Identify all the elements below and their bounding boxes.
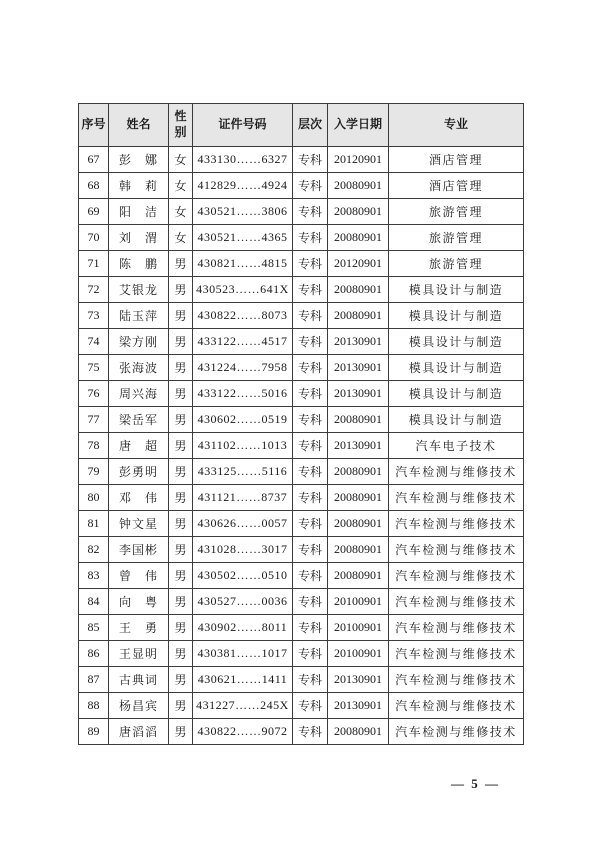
cell-gender: 男 bbox=[169, 641, 193, 667]
cell-level: 专科 bbox=[293, 459, 328, 485]
cell-level: 专科 bbox=[293, 641, 328, 667]
table-row bbox=[79, 537, 524, 563]
cell-major: 模具设计与制造 bbox=[389, 303, 524, 329]
cell-no: 71 bbox=[79, 251, 109, 277]
cell-date: 20080901 bbox=[328, 719, 389, 745]
cell-major: 模具设计与制造 bbox=[389, 407, 524, 433]
table-header bbox=[79, 104, 524, 147]
cell-id: 431224……7958 bbox=[193, 355, 293, 381]
cell-level: 专科 bbox=[293, 563, 328, 589]
cell-level: 专科 bbox=[293, 407, 328, 433]
cell-no: 88 bbox=[79, 693, 109, 719]
cell-date: 20080901 bbox=[328, 537, 389, 563]
cell-name: 李国彬 bbox=[109, 537, 169, 563]
cell-no: 86 bbox=[79, 641, 109, 667]
cell-major: 汽车检测与维修技术 bbox=[389, 693, 524, 719]
cell-name: 向 粤 bbox=[109, 589, 169, 615]
cell-name: 邓 伟 bbox=[109, 485, 169, 511]
cell-name: 陈 鹏 bbox=[109, 251, 169, 277]
cell-date: 20100901 bbox=[328, 589, 389, 615]
cell-no: 70 bbox=[79, 225, 109, 251]
cell-major: 酒店管理 bbox=[389, 147, 524, 173]
cell-level: 专科 bbox=[293, 719, 328, 745]
cell-level: 专科 bbox=[293, 537, 328, 563]
cell-no: 82 bbox=[79, 537, 109, 563]
cell-id: 433130……6327 bbox=[193, 147, 293, 173]
cell-name: 王 勇 bbox=[109, 615, 169, 641]
cell-no: 84 bbox=[79, 589, 109, 615]
cell-no: 73 bbox=[79, 303, 109, 329]
cell-level: 专科 bbox=[293, 667, 328, 693]
header-cell-date: 入学日期 bbox=[328, 104, 389, 147]
cell-id: 430521……3806 bbox=[193, 199, 293, 225]
cell-gender: 男 bbox=[169, 511, 193, 537]
cell-name: 曾 伟 bbox=[109, 563, 169, 589]
cell-date: 20130901 bbox=[328, 667, 389, 693]
cell-gender: 男 bbox=[169, 251, 193, 277]
cell-date: 20080901 bbox=[328, 277, 389, 303]
cell-name: 梁方刚 bbox=[109, 329, 169, 355]
cell-no: 78 bbox=[79, 433, 109, 459]
cell-level: 专科 bbox=[293, 693, 328, 719]
cell-date: 20130901 bbox=[328, 433, 389, 459]
table-row bbox=[79, 485, 524, 511]
cell-no: 89 bbox=[79, 719, 109, 745]
table-row bbox=[79, 511, 524, 537]
cell-date: 20080901 bbox=[328, 303, 389, 329]
cell-major: 汽车电子技术 bbox=[389, 433, 524, 459]
cell-no: 85 bbox=[79, 615, 109, 641]
table-row bbox=[79, 225, 524, 251]
cell-id: 431102……1013 bbox=[193, 433, 293, 459]
cell-name: 韩 莉 bbox=[109, 173, 169, 199]
cell-major: 模具设计与制造 bbox=[389, 329, 524, 355]
cell-id: 430621……1411 bbox=[193, 667, 293, 693]
cell-major: 汽车检测与维修技术 bbox=[389, 641, 524, 667]
cell-name: 古典词 bbox=[109, 667, 169, 693]
cell-id: 430626……0057 bbox=[193, 511, 293, 537]
cell-gender: 男 bbox=[169, 563, 193, 589]
cell-major: 模具设计与制造 bbox=[389, 355, 524, 381]
cell-gender: 男 bbox=[169, 355, 193, 381]
cell-id: 433125……5116 bbox=[193, 459, 293, 485]
cell-date: 20130901 bbox=[328, 355, 389, 381]
cell-level: 专科 bbox=[293, 329, 328, 355]
cell-date: 20080901 bbox=[328, 485, 389, 511]
header-cell-level: 层次 bbox=[293, 104, 328, 147]
cell-gender: 男 bbox=[169, 433, 193, 459]
cell-no: 76 bbox=[79, 381, 109, 407]
table-row bbox=[79, 355, 524, 381]
cell-date: 20080901 bbox=[328, 407, 389, 433]
cell-name: 张海波 bbox=[109, 355, 169, 381]
cell-gender: 女 bbox=[169, 173, 193, 199]
table-row bbox=[79, 407, 524, 433]
table-row bbox=[79, 303, 524, 329]
cell-no: 67 bbox=[79, 147, 109, 173]
cell-major: 汽车检测与维修技术 bbox=[389, 511, 524, 537]
cell-name: 陆玉萍 bbox=[109, 303, 169, 329]
cell-date: 20100901 bbox=[328, 615, 389, 641]
cell-no: 81 bbox=[79, 511, 109, 537]
cell-major: 汽车检测与维修技术 bbox=[389, 615, 524, 641]
table-row bbox=[79, 329, 524, 355]
table-row bbox=[79, 719, 524, 745]
cell-id: 430523……641X bbox=[193, 277, 293, 303]
cell-gender: 女 bbox=[169, 225, 193, 251]
cell-id: 431028……3017 bbox=[193, 537, 293, 563]
cell-major: 模具设计与制造 bbox=[389, 277, 524, 303]
table-row bbox=[79, 251, 524, 277]
cell-name: 艾银龙 bbox=[109, 277, 169, 303]
cell-date: 20130901 bbox=[328, 329, 389, 355]
cell-name: 阳 洁 bbox=[109, 199, 169, 225]
cell-gender: 男 bbox=[169, 303, 193, 329]
cell-name: 王显明 bbox=[109, 641, 169, 667]
cell-id: 433122……4517 bbox=[193, 329, 293, 355]
cell-id: 412829……4924 bbox=[193, 173, 293, 199]
cell-major: 旅游管理 bbox=[389, 225, 524, 251]
cell-level: 专科 bbox=[293, 251, 328, 277]
cell-major: 汽车检测与维修技术 bbox=[389, 459, 524, 485]
cell-no: 72 bbox=[79, 277, 109, 303]
cell-name: 唐 超 bbox=[109, 433, 169, 459]
cell-gender: 男 bbox=[169, 693, 193, 719]
cell-level: 专科 bbox=[293, 589, 328, 615]
table-row bbox=[79, 641, 524, 667]
cell-no: 77 bbox=[79, 407, 109, 433]
table-row bbox=[79, 433, 524, 459]
cell-major: 汽车检测与维修技术 bbox=[389, 589, 524, 615]
cell-major: 旅游管理 bbox=[389, 199, 524, 225]
table-row bbox=[79, 563, 524, 589]
cell-name: 钟文星 bbox=[109, 511, 169, 537]
cell-date: 20080901 bbox=[328, 459, 389, 485]
table-row bbox=[79, 667, 524, 693]
cell-level: 专科 bbox=[293, 355, 328, 381]
cell-id: 433122……5016 bbox=[193, 381, 293, 407]
cell-gender: 男 bbox=[169, 485, 193, 511]
cell-id: 430822……8073 bbox=[193, 303, 293, 329]
cell-id: 430821……4815 bbox=[193, 251, 293, 277]
table-row bbox=[79, 277, 524, 303]
cell-no: 69 bbox=[79, 199, 109, 225]
cell-date: 20080901 bbox=[328, 511, 389, 537]
cell-level: 专科 bbox=[293, 147, 328, 173]
cell-level: 专科 bbox=[293, 199, 328, 225]
table-row bbox=[79, 147, 524, 173]
header-cell-id: 证件号码 bbox=[193, 104, 293, 147]
cell-gender: 男 bbox=[169, 277, 193, 303]
cell-date: 20120901 bbox=[328, 147, 389, 173]
table-body bbox=[79, 147, 524, 745]
cell-gender: 男 bbox=[169, 381, 193, 407]
cell-date: 20100901 bbox=[328, 641, 389, 667]
cell-gender: 男 bbox=[169, 589, 193, 615]
table-row bbox=[79, 693, 524, 719]
cell-level: 专科 bbox=[293, 485, 328, 511]
cell-gender: 男 bbox=[169, 407, 193, 433]
cell-level: 专科 bbox=[293, 615, 328, 641]
cell-id: 430527……0036 bbox=[193, 589, 293, 615]
cell-gender: 女 bbox=[169, 199, 193, 225]
header-cell-major: 专业 bbox=[389, 104, 524, 147]
cell-gender: 男 bbox=[169, 719, 193, 745]
cell-gender: 男 bbox=[169, 667, 193, 693]
cell-no: 87 bbox=[79, 667, 109, 693]
cell-date: 20080901 bbox=[328, 199, 389, 225]
cell-major: 汽车检测与维修技术 bbox=[389, 563, 524, 589]
cell-major: 汽车检测与维修技术 bbox=[389, 537, 524, 563]
cell-name: 杨昌宾 bbox=[109, 693, 169, 719]
cell-id: 431121……8737 bbox=[193, 485, 293, 511]
cell-major: 汽车检测与维修技术 bbox=[389, 719, 524, 745]
header-cell-no: 序号 bbox=[79, 104, 109, 147]
cell-gender: 女 bbox=[169, 147, 193, 173]
table-row bbox=[79, 615, 524, 641]
table-row bbox=[79, 173, 524, 199]
table-row bbox=[79, 459, 524, 485]
cell-major: 酒店管理 bbox=[389, 173, 524, 199]
cell-date: 20080901 bbox=[328, 225, 389, 251]
cell-major: 汽车检测与维修技术 bbox=[389, 485, 524, 511]
cell-major: 模具设计与制造 bbox=[389, 381, 524, 407]
cell-id: 430902……8011 bbox=[193, 615, 293, 641]
page-number: — 5 — bbox=[451, 776, 500, 791]
cell-no: 68 bbox=[79, 173, 109, 199]
cell-name: 周兴海 bbox=[109, 381, 169, 407]
cell-id: 430502……0510 bbox=[193, 563, 293, 589]
cell-gender: 男 bbox=[169, 329, 193, 355]
cell-date: 20080901 bbox=[328, 173, 389, 199]
cell-date: 20130901 bbox=[328, 693, 389, 719]
cell-date: 20130901 bbox=[328, 381, 389, 407]
cell-level: 专科 bbox=[293, 225, 328, 251]
header-cell-gender: 性别 bbox=[169, 104, 193, 147]
cell-major: 汽车检测与维修技术 bbox=[389, 667, 524, 693]
cell-level: 专科 bbox=[293, 277, 328, 303]
table-row bbox=[79, 589, 524, 615]
table-row bbox=[79, 199, 524, 225]
cell-id: 430602……0519 bbox=[193, 407, 293, 433]
cell-gender: 男 bbox=[169, 615, 193, 641]
cell-date: 20080901 bbox=[328, 563, 389, 589]
cell-name: 唐滔滔 bbox=[109, 719, 169, 745]
cell-no: 80 bbox=[79, 485, 109, 511]
cell-level: 专科 bbox=[293, 433, 328, 459]
header-row bbox=[79, 104, 524, 147]
student-roster-table bbox=[78, 103, 524, 745]
cell-no: 75 bbox=[79, 355, 109, 381]
cell-id: 431227……245X bbox=[193, 693, 293, 719]
cell-id: 430381……1017 bbox=[193, 641, 293, 667]
cell-level: 专科 bbox=[293, 303, 328, 329]
cell-level: 专科 bbox=[293, 381, 328, 407]
cell-level: 专科 bbox=[293, 511, 328, 537]
table-row bbox=[79, 381, 524, 407]
cell-no: 74 bbox=[79, 329, 109, 355]
cell-name: 彭 娜 bbox=[109, 147, 169, 173]
cell-id: 430521……4365 bbox=[193, 225, 293, 251]
cell-name: 彭勇明 bbox=[109, 459, 169, 485]
cell-gender: 男 bbox=[169, 537, 193, 563]
cell-major: 旅游管理 bbox=[389, 251, 524, 277]
cell-no: 83 bbox=[79, 563, 109, 589]
header-cell-name: 姓名 bbox=[109, 104, 169, 147]
cell-name: 刘 渭 bbox=[109, 225, 169, 251]
cell-id: 430822……9072 bbox=[193, 719, 293, 745]
cell-gender: 男 bbox=[169, 459, 193, 485]
cell-date: 20120901 bbox=[328, 251, 389, 277]
cell-name: 梁岳军 bbox=[109, 407, 169, 433]
cell-no: 79 bbox=[79, 459, 109, 485]
cell-level: 专科 bbox=[293, 173, 328, 199]
